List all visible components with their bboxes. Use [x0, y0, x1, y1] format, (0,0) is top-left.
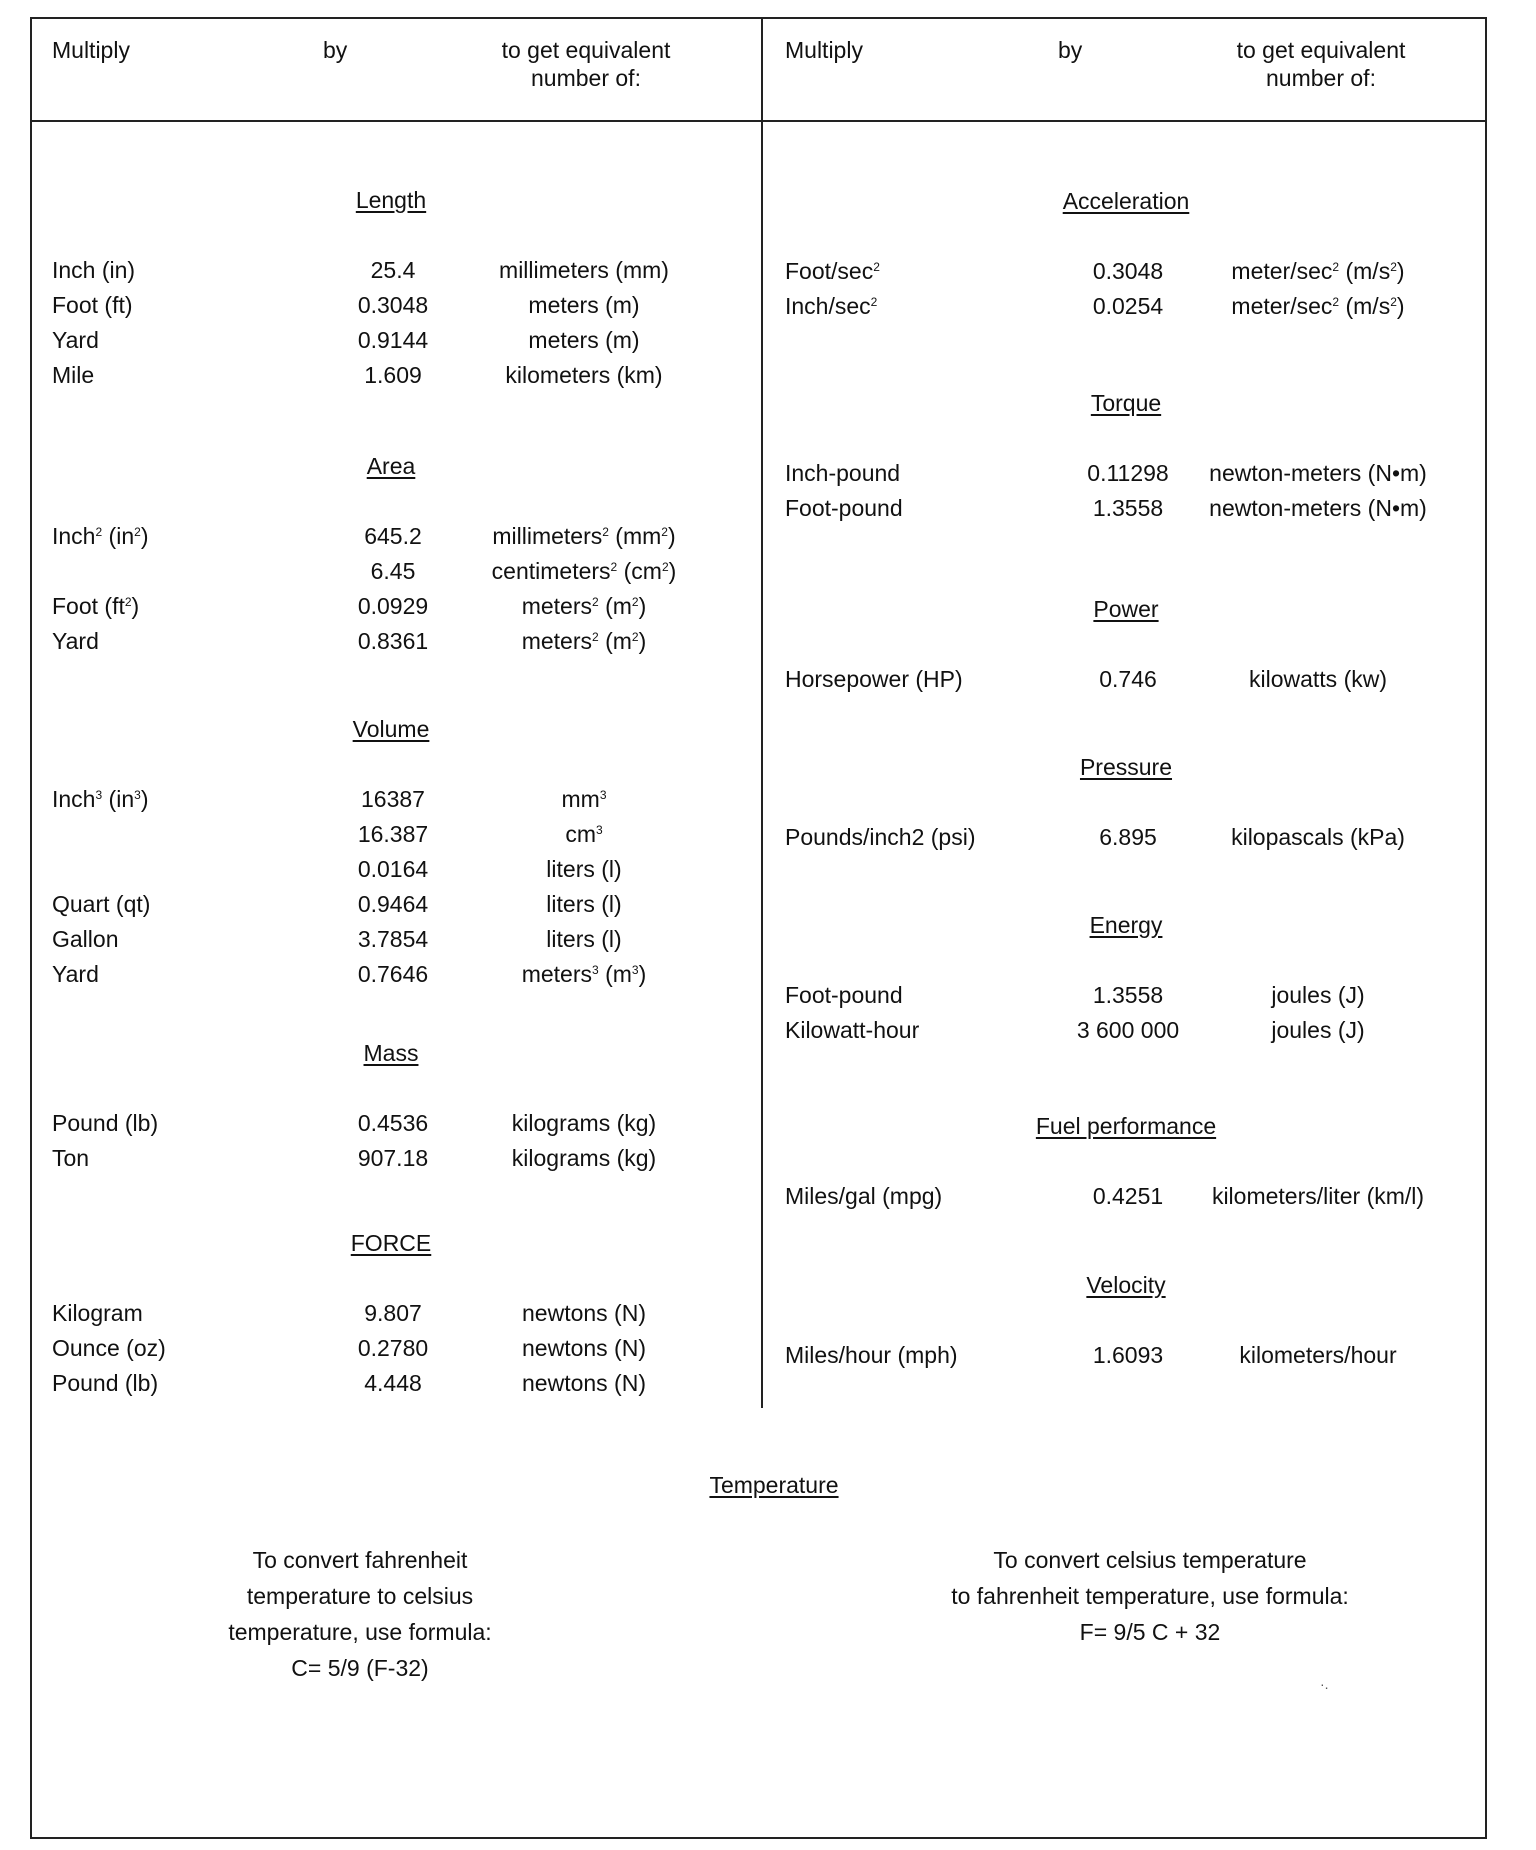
left-header-result-line1: to get equivalent: [501, 37, 671, 63]
unit-cell: Gallon: [52, 926, 119, 952]
result-cell: kilopascals (kPa): [1231, 824, 1405, 850]
factor-cell: 0.9144: [357, 327, 429, 353]
temperature-f-to-c: [195, 1542, 525, 1686]
table-row: [0, 325, 1536, 355]
result-cell: kilometers (km): [505, 362, 663, 388]
table-row: [0, 1015, 1536, 1045]
f-to-c-line: temperature, use formula:: [228, 1619, 492, 1645]
factor-cell: 0.4536: [357, 1110, 429, 1136]
result-cell: meters$^2$ $(m^2)$: [521, 628, 647, 654]
left-header-result-line2: number of:: [531, 65, 641, 91]
factor-cell: 0.3048: [357, 292, 429, 318]
right-header-multiply: Multiply: [785, 37, 863, 63]
unit-cell: Miles/gal (mpg): [785, 1183, 943, 1209]
factor-cell: 4.448: [364, 1370, 422, 1396]
unit-cell: Yard: [52, 961, 99, 987]
result-cell: joules (J): [1271, 1017, 1365, 1043]
unit-cell: Inch/$\sec^2$: [785, 293, 878, 319]
factor-cell: 1.3558: [1092, 495, 1164, 521]
unit-cell: Pounds/inch2 (psi): [785, 824, 976, 850]
table-row: [0, 1368, 1536, 1398]
factor-cell: 0.4251: [1092, 1183, 1164, 1209]
factor-cell: 6.45: [370, 558, 416, 584]
unit-cell: Miles/hour (mph): [785, 1342, 958, 1368]
header-rule: [30, 120, 1487, 122]
unit-cell: Horsepower (HP): [785, 666, 963, 692]
factor-cell: 0.746: [1099, 666, 1157, 692]
unit-cell: Inch (in): [52, 257, 136, 283]
unit-cell: Foot-pound: [785, 982, 903, 1008]
table-row: [0, 1108, 1536, 1138]
f-to-c-formula: C= 5/9 (F-32): [291, 1655, 429, 1681]
factor-cell: 0.2780: [357, 1335, 429, 1361]
left-header-by: by: [323, 37, 348, 63]
c-to-f-line: to fahrenheit temperature, use formula:: [951, 1583, 1349, 1609]
unit-cell: Kilogram: [52, 1300, 143, 1326]
table-row: [0, 626, 1536, 656]
left-section-title: Length: [355, 187, 427, 213]
result-cell: kilometers/hour: [1239, 1342, 1397, 1368]
table-row: [0, 889, 1536, 919]
result-cell: $mm^3$: [561, 786, 607, 812]
factor-cell: 907.18: [357, 1145, 429, 1171]
unit-cell: Foot (ft): [52, 292, 133, 318]
factor-cell: 0.0254: [1092, 293, 1164, 319]
factor-cell: 0.0929: [357, 593, 429, 619]
result-cell: joules (J): [1271, 982, 1365, 1008]
unit-cell: Inch-pound: [785, 460, 901, 486]
left-section-title: Area: [366, 453, 416, 479]
unit-cell: Kilowatt-hour: [785, 1017, 920, 1043]
table-row: [0, 1298, 1536, 1328]
unit-cell: Foot-pound: [785, 495, 903, 521]
right-header-by: by: [1058, 37, 1083, 63]
table-row: [0, 1340, 1536, 1370]
factor-cell: 0.0164: [357, 856, 429, 882]
result-cell: meter/$\sec^2$ $(m/s^2)$: [1231, 293, 1405, 319]
result-cell: kilograms (kg): [511, 1145, 657, 1171]
factor-cell: 0.11298: [1087, 460, 1169, 486]
table-row: [0, 556, 1536, 586]
right-section-title: Acceleration: [1062, 188, 1190, 214]
f-to-c-line: To convert fahrenheit: [252, 1547, 468, 1573]
left-header-result: [456, 36, 716, 92]
unit-cell: Inch$^3$ $(in^3)$: [52, 786, 149, 812]
result-cell: newtons (N): [522, 1300, 646, 1326]
right-section-title: Power: [1093, 596, 1159, 622]
temperature-c-to-f: [910, 1542, 1390, 1650]
factor-cell: 0.9464: [357, 891, 429, 917]
factor-cell: 25.4: [370, 257, 416, 283]
c-to-f-formula: F= 9/5 C + 32: [1079, 1619, 1221, 1645]
right-section-title: Pressure: [1079, 754, 1173, 780]
result-cell: kilowatts (kw): [1248, 666, 1387, 692]
table-row: [0, 291, 1536, 321]
left-section-title: Mass: [363, 1040, 419, 1066]
left-header-multiply: Multiply: [52, 37, 130, 63]
unit-cell: Foot/$\sec^2$: [785, 258, 880, 284]
table-row: [0, 1143, 1536, 1173]
factor-cell: 16387: [361, 786, 425, 812]
table-row: [0, 360, 1536, 390]
table-row: [0, 521, 1536, 551]
right-section-title: Fuel performance: [1035, 1113, 1217, 1139]
right-section-title: Velocity: [1086, 1272, 1166, 1298]
unit-cell: Mile: [52, 362, 95, 388]
table-row: [0, 854, 1536, 884]
unit-cell: Ounce (oz): [52, 1335, 166, 1361]
result-cell: kilograms (kg): [511, 1110, 657, 1136]
factor-cell: 0.8361: [357, 628, 429, 654]
temperature-title: Temperature: [709, 1472, 839, 1498]
result-cell: newtons (N): [522, 1370, 646, 1396]
factor-cell: 1.3558: [1092, 982, 1164, 1008]
factor-cell: 3 600 000: [1076, 1017, 1180, 1043]
table-row: [0, 664, 1536, 694]
table-row: [0, 256, 1536, 286]
scan-speck: ·.: [1320, 1676, 1329, 1692]
result-cell: meter/$\sec^2$ $(m/s^2)$: [1231, 258, 1405, 284]
unit-cell: Ton: [52, 1145, 90, 1171]
right-header-result-line1: to get equivalent: [1236, 37, 1406, 63]
factor-cell: 1.6093: [1092, 1342, 1164, 1368]
result-cell: meters$^3$ $(m^3)$: [521, 961, 647, 987]
table-row: [0, 493, 1536, 523]
table-row: [0, 980, 1536, 1010]
right-section-title: Energy: [1089, 912, 1163, 938]
result-cell: centimeters$^2$ $(cm^2)$: [491, 558, 677, 584]
result-cell: kilometers/liter (km/l): [1211, 1183, 1425, 1209]
result-cell: millimeters$^2$ $(mm^2)$: [492, 523, 676, 549]
unit-cell: Inch$^2$ $(in^2)$: [52, 523, 149, 549]
table-row: [0, 591, 1536, 621]
table-row: [0, 784, 1536, 814]
factor-cell: 0.7646: [357, 961, 429, 987]
c-to-f-line: To convert celsius temperature: [993, 1547, 1307, 1573]
factor-cell: 9.807: [364, 1300, 422, 1326]
factor-cell: 0.3048: [1092, 258, 1164, 284]
unit-cell: Pound (lb): [52, 1370, 159, 1396]
factor-cell: 6.895: [1099, 824, 1157, 850]
left-section-title: FORCE: [350, 1230, 432, 1256]
result-cell: newton-meters (N•m): [1209, 495, 1427, 521]
factor-cell: 16.387: [357, 821, 429, 847]
right-header-result: [1191, 36, 1451, 92]
unit-cell: Quart (qt): [52, 891, 151, 917]
result-cell: meters (m): [528, 292, 640, 318]
result-cell: liters (l): [546, 926, 622, 952]
factor-cell: 1.609: [364, 362, 422, 388]
f-to-c-line: temperature to celsius: [246, 1583, 474, 1609]
table-row: [0, 1181, 1536, 1211]
result-cell: $cm^3$: [565, 821, 603, 847]
unit-cell: Yard: [52, 628, 99, 654]
factor-cell: 3.7854: [357, 926, 429, 952]
result-cell: liters (l): [546, 856, 622, 882]
right-section-title: Torque: [1090, 390, 1162, 416]
right-header-result-line2: number of:: [1266, 65, 1376, 91]
factor-cell: 645.2: [364, 523, 422, 549]
unit-cell: Pound (lb): [52, 1110, 159, 1136]
result-cell: meters (m): [528, 327, 640, 353]
left-section-title: Volume: [352, 716, 430, 742]
result-cell: newtons (N): [522, 1335, 646, 1361]
table-row: [0, 822, 1536, 852]
table-row: [0, 924, 1536, 954]
result-cell: newton-meters (N•m): [1209, 460, 1427, 486]
result-cell: millimeters (mm): [499, 257, 669, 283]
unit-cell: Yard: [52, 327, 99, 353]
unit-cell: Foot $(ft^2)$: [52, 593, 140, 619]
table-row: [0, 458, 1536, 488]
result-cell: meters$^2$ $(m^2)$: [521, 593, 647, 619]
result-cell: liters (l): [546, 891, 622, 917]
